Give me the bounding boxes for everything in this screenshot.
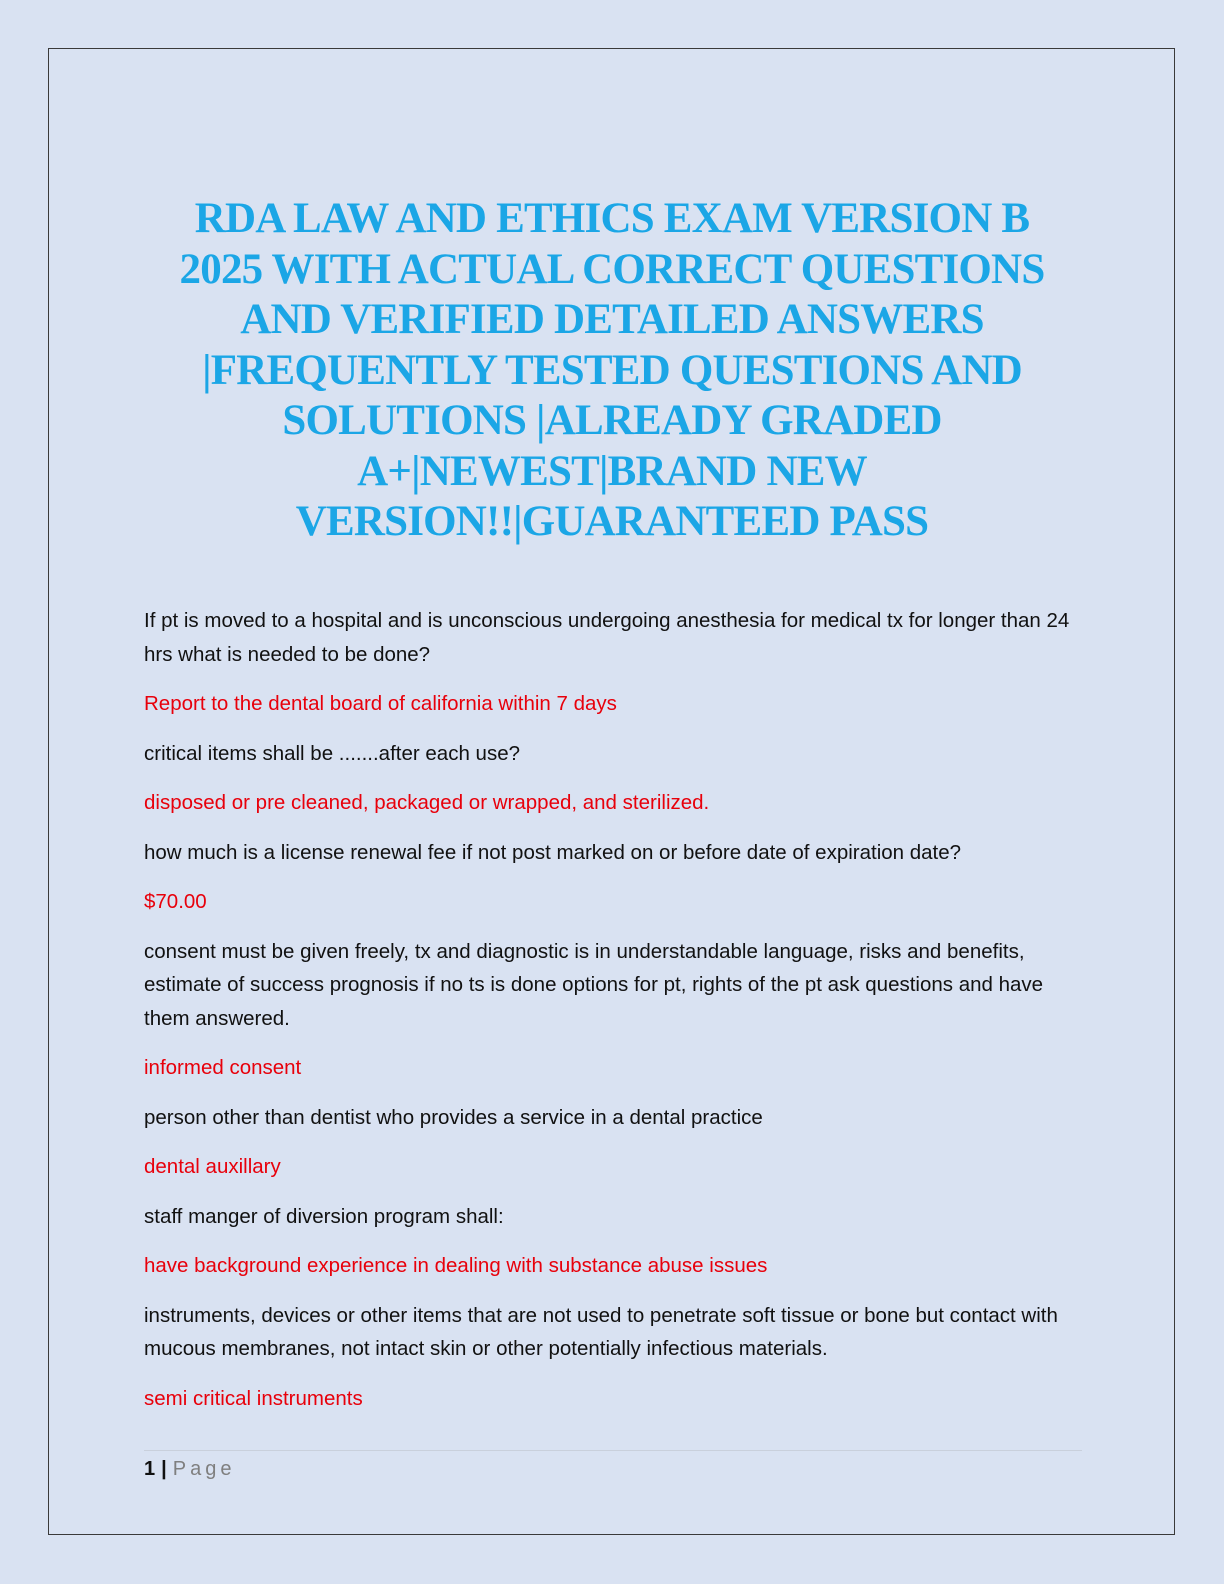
question-text: If pt is moved to a hospital and is unconscious undergoing anesthesia for medical tx for longer than 24 hrs what is needed to be done? bbox=[144, 609, 1070, 666]
answer-text: disposed or pre cleaned, packaged or wrapped, and sterilized. bbox=[144, 791, 710, 814]
page-footer bbox=[144, 1454, 235, 1484]
title-line: |FREQUENTLY TESTED QUESTIONS AND bbox=[202, 346, 1022, 394]
question-text: how much is a license renewal fee if not post marked on or before date of expiration date? bbox=[144, 840, 962, 864]
question-text: staff manger of diversion program shall: bbox=[144, 1204, 504, 1228]
footer-separator: | bbox=[161, 1458, 167, 1480]
answer-text: $70.00 bbox=[144, 890, 207, 913]
document-title bbox=[130, 194, 1094, 548]
title-line: SOLUTIONS |ALREADY GRADED bbox=[282, 397, 942, 444]
question-text: instruments, devices or other items that are not used to penetrate soft tissue or bone but contact with mucous membranes, not intact skin or other potentially infectious materials. bbox=[144, 1303, 1058, 1360]
page-number: 1 bbox=[144, 1458, 156, 1480]
qa-list bbox=[144, 604, 1084, 1431]
answer-text: informed consent bbox=[144, 1056, 302, 1079]
title-line: RDA LAW AND ETHICS EXAM VERSION B bbox=[194, 195, 1030, 242]
title-line: 2025 WITH ACTUAL CORRECT QUESTIONS bbox=[179, 245, 1045, 293]
page-label: Page bbox=[172, 1458, 236, 1480]
question-text: consent must be given freely, tx and diagnostic is in understandable language, risks and benefits, estimate of success prognosis if no ts is done options for pt, rights of the pt ask questions and have them answered. bbox=[144, 939, 1044, 1030]
question-text: critical items shall be .......after each use? bbox=[144, 741, 520, 765]
title-line: AND VERIFIED DETAILED ANSWERS bbox=[240, 296, 984, 343]
answer-text: semi critical instruments bbox=[144, 1386, 363, 1410]
answer-text: dental auxillary bbox=[144, 1155, 281, 1178]
footer-divider bbox=[144, 1450, 1082, 1451]
answer-text: have background experience in dealing with substance abuse issues bbox=[144, 1254, 768, 1277]
title-line: VERSION!!|GUARANTEED PASS bbox=[295, 498, 929, 545]
question-text: person other than dentist who provides a service in a dental practice bbox=[144, 1105, 763, 1129]
answer-text: Report to the dental board of california within 7 days bbox=[144, 692, 617, 715]
title-line: A+|NEWEST|BRAND NEW bbox=[357, 447, 867, 495]
